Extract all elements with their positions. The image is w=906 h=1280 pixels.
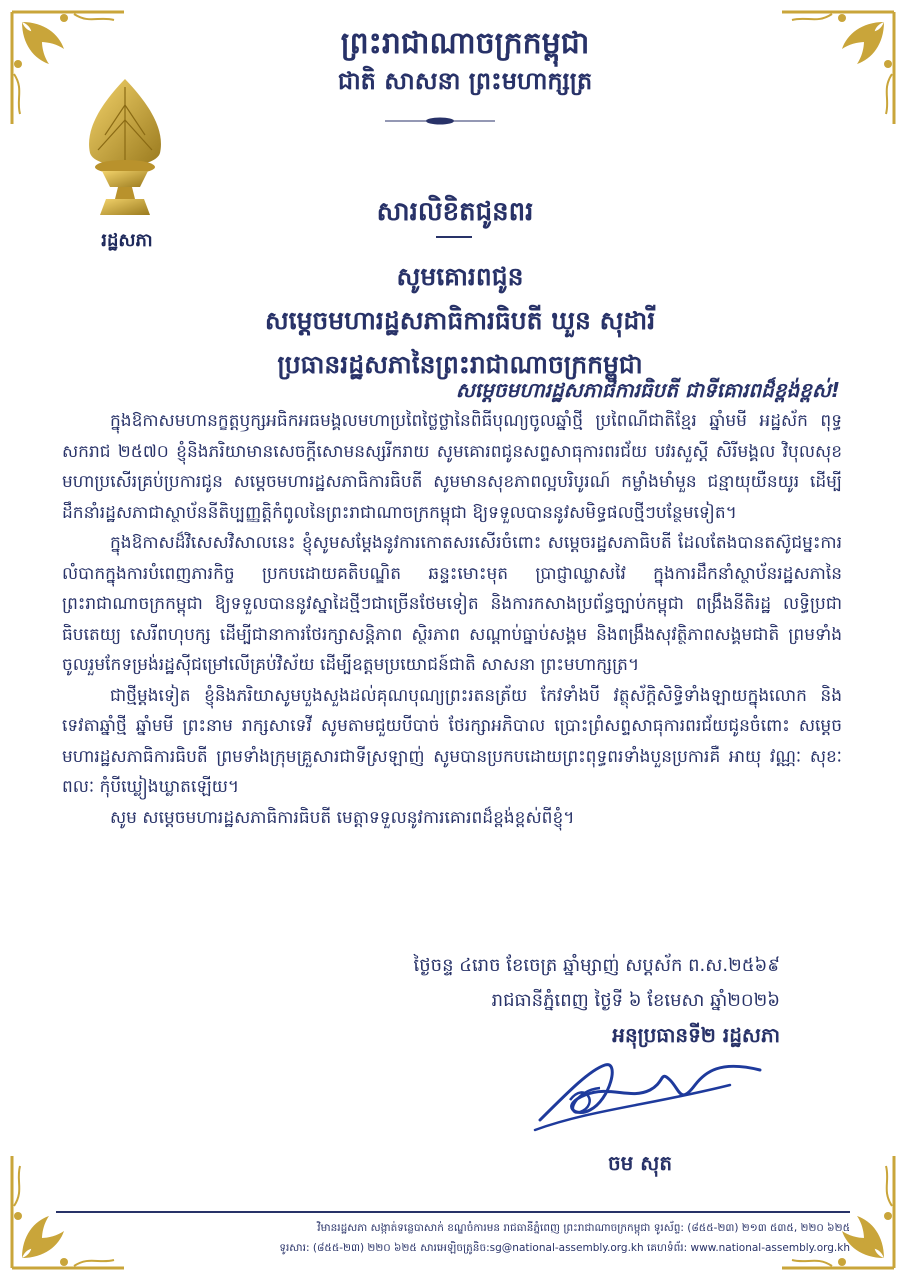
recipient-block — [140, 255, 780, 387]
national-assembly-emblem-icon — [80, 75, 170, 225]
paragraph-4: សូម សម្តេចមហារដ្ឋសភាធិការធិបតី មេត្តាទទួលនូវការគោរពដ៏ខ្ពង់ខ្ពស់ពីខ្ញុំ។ — [110, 807, 575, 828]
title-divider — [436, 236, 472, 238]
footer-divider — [56, 1211, 850, 1213]
paragraph-3: ជាថ្មីម្តងទៀត ខ្ញុំនិងភរិយាសូមបួងសួងដល់គុណបុណ្យព្រះរតនត្រ័យ កែវទាំងបី វត្ថុស័ក្តិសិទ្ធិទាំងឡាយក្នុងលោក និងទេវតាឆ្នាំថ្មី ឆ្នាំមមី ព្រះនាម រាក្សសាទេវី សូមតាមជួយបីបាច់ ថែរក្សាអភិបាល ប្រោះព្រំសព្ទសាធុការពរជ័យជូនចំពោះ សម្តេចមហារដ្ឋសភាធិការធិបតី ព្រមទាំងក្រុមគ្រួសារជាទីស្រឡាញ់ សូមបានប្រកបដោយព្រះពុទ្ធពរទាំងបួនប្រការគឺ អាយុ វណ្ណៈ សុខៈ ពលៈ កុំបីឃ្លៀងឃ្លាតឡើយ។ — [62, 685, 842, 797]
kingdom-title: ព្រះរាជាណាចក្រកម្ពុជា — [340, 26, 590, 61]
lunar-date: ថ្ងៃចន្ទ ៤រោច ខែចេត្រ ឆ្នាំម្សាញ់ សប្តស័ក ព.ស.២៥៦៩ — [413, 955, 780, 976]
recipient-name: សម្តេចមហារដ្ឋសភាធិការធិបតី ឃួន សុដារី — [264, 306, 656, 335]
recipient-greeting: សូមគោរពជូន — [396, 262, 524, 291]
signer-role: អនុប្រធានទី២ រដ្ឋសភា — [612, 1023, 780, 1047]
recipient-position: ប្រធានរដ្ឋសភានៃព្រះរាជាណាចក្រកម្ពុជា — [277, 350, 643, 379]
letter-body — [62, 406, 842, 833]
closing-block — [380, 948, 780, 1053]
handwritten-signature — [530, 1050, 770, 1140]
footer-contact — [56, 1218, 850, 1258]
signer-name: ចម សុត — [607, 1151, 673, 1175]
paragraph-1: ក្នុងឱកាសមហានក្ខត្តឫក្សអធិកអធមង្គលមហាប្រពៃថ្លៃថ្លានៃពិធីបុណ្យចូលឆ្នាំថ្មី ប្រពៃណីជាតិខ្មែរ ឆ្នាំមមី អដ្ឋស័ក ពុទ្ធសករាជ ២៥៧០ ខ្ញុំនិងភរិយាមានសេចក្តីសោមនស្សរីករាយ សូមគោរពជូនសព្ទសាធុការពរជ័យ បវរសួស្តី សិរីមង្គល វិបុលសុខ មហាប្រសើរគ្រប់ប្រការជូន សម្តេចមហារដ្ឋសភាធិការធិបតី សូមមានសុខភាពល្អបរិបូរណ៍ កម្លាំងមាំមួន ជន្មាយុយឺនយូរ ដើម្បីដឹកនាំរដ្ឋសភាជាស្ថាប័ននីតិប្បញ្ញត្តិកំពូលនៃព្រះរាជាណាចក្រកម្ពុជា ឱ្យទទួលបាននូវសមិទ្ធផលថ្មីៗបន្ថែមទៀត។ — [62, 411, 842, 523]
letterhead — [230, 24, 700, 98]
footer-contacts: ទូរសារ: (៨៥៥-២៣) ២២០ ៦២៥ សារអេឡិចត្រូនិច:sg@national-assembly.org.kh គេហទំព័រ: www.national-assembly.org.kh — [279, 1242, 850, 1254]
corner-ornament-top-right — [772, 4, 902, 134]
document-title: សារលិខិតជូនពរ — [376, 197, 534, 227]
divider-ornament — [385, 116, 495, 126]
footer-address: វិមានរដ្ឋសភា សង្កាត់ទន្លេបាសាក់ ខណ្ឌចំការមន រាជធានីភ្នំពេញ ព្រះរាជាណាចក្រកម្ពុជា ទូរស័ព្ទ: (៨៥៥-២៣) ២១៣ ៥៣៥, ២២០ ៦២៥ — [317, 1222, 850, 1234]
paragraph-2: ក្នុងឱកាសដ៏វិសេសវិសាលនេះ ខ្ញុំសូមសម្តែងនូវការកោតសរសើរចំពោះ សម្តេចរដ្ឋសភាធិបតី ដែលតែងបានតស៊ូជម្នះការលំបាកក្នុងការបំពេញភារកិច្ច ប្រកបដោយគតិបណ្ឌិត ឆន្ទះមោះមុត ប្រាជ្ញាឈ្លាសវៃ ក្នុងការដឹកនាំស្ថាប័នរដ្ឋសភានៃព្រះរាជាណាចក្រកម្ពុជា ឱ្យទទួលបាននូវស្នាដៃថ្មីៗជាច្រើនថែមទៀត និងការកសាងប្រព័ន្ធច្បាប់កម្ពុជា ពង្រឹងនីតិរដ្ឋ លទ្ធិប្រជាធិបតេយ្យ សេរីពហុបក្ស ដើម្បីជានាការថែរក្សាសន្តិភាព ស្ថិរភាព សណ្តាប់ធ្នាប់សង្គម និងពង្រឹងសុវត្ថិភាពសង្គមជាតិ ព្រមទាំងចូលរួមកែទម្រង់រដ្ឋស៊ីជម្រៅលើគ្រប់វិស័យ ដើម្បីឧត្តមប្រយោជន៍ជាតិ សាសនា ព្រះមហាក្សត្រ។ — [62, 533, 842, 675]
salutation: សម្តេចមហារដ្ឋសភាធិការធិបតី ជាទីគោរពដ៏ខ្ពង់ខ្ពស់! — [455, 378, 840, 402]
national-motto: ជាតិ សាសនា ព្រះមហាក្សត្រ — [337, 67, 593, 95]
place-date: រាជធានីភ្នំពេញ ថ្ងៃទី ៦ ខែមេសា ឆ្នាំ២០២៦ — [491, 990, 780, 1011]
emblem-label: រដ្ឋសភា — [101, 230, 153, 251]
